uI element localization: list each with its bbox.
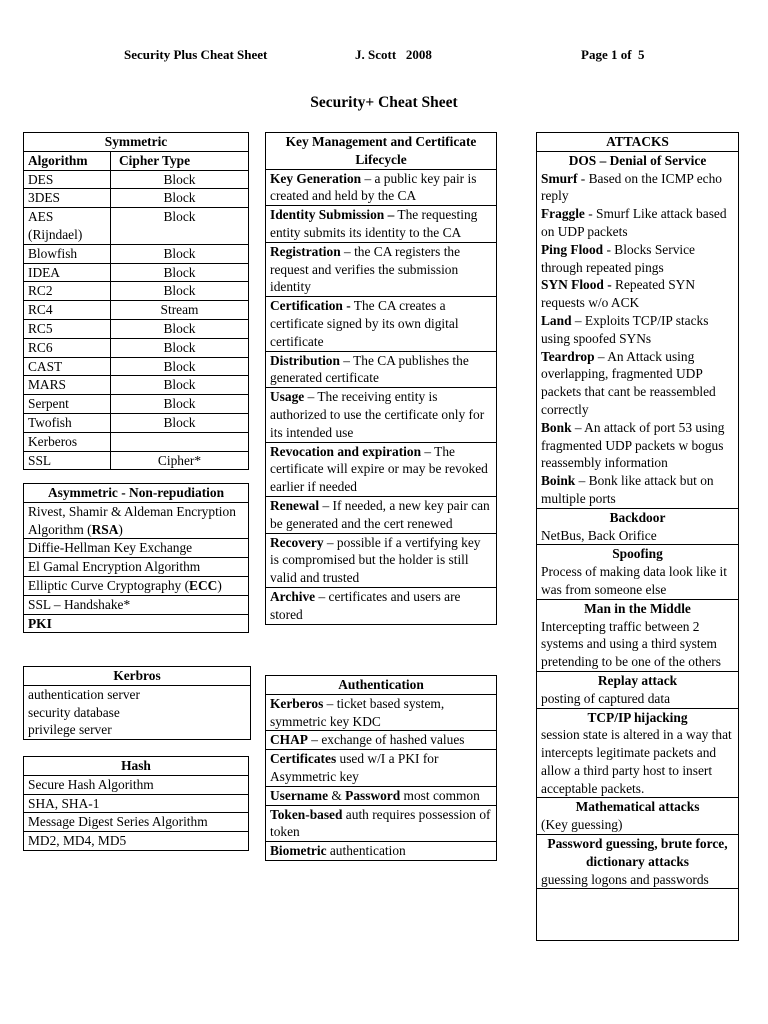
algorithm-cell: DES [24, 170, 111, 189]
cipher-type-cell: Block [111, 282, 249, 301]
term: Distribution [270, 352, 340, 368]
table-row [24, 775, 249, 794]
list-item [266, 496, 497, 533]
item-text: SSL – Handshake* [28, 596, 131, 612]
definition: – If needed, a new key pair can be generated and the cert renewed [270, 497, 490, 531]
section-heading: Backdoor [609, 509, 666, 525]
term: Recovery [270, 534, 324, 550]
table-row [24, 451, 249, 470]
table-title: ATTACKS [537, 133, 739, 152]
definition: Repeated SYN requests w/o ACK [541, 277, 695, 311]
item-text: ) [118, 521, 123, 537]
table-row [266, 694, 497, 731]
definition: – Bonk like attack but on multiple ports [541, 473, 714, 506]
term: SYN Flood - [541, 277, 612, 293]
definition: - Smurf Like attack based on UDP packets [541, 206, 727, 239]
definition: - Based on the ICMP echo reply [541, 170, 722, 204]
attack-section [537, 599, 739, 671]
term: Key Generation [270, 170, 362, 186]
list-item [266, 842, 497, 861]
section-heading: Replay attack [597, 672, 678, 688]
term: Kerberos [270, 695, 324, 711]
list-item [24, 614, 249, 633]
table-row [266, 388, 497, 442]
list-item [24, 502, 249, 539]
section-heading: TCP/IP hijacking [587, 709, 688, 725]
section-heading: Password guessing, brute force, dictionary attacks [547, 836, 728, 869]
cipher-type-cell: Block [111, 413, 249, 432]
item-text: El Gamal Encryption Algorithm [28, 559, 201, 575]
item-text: Rivest, Shamir & Aldeman Encryption Algorithm ( [28, 503, 236, 537]
table-row [24, 576, 249, 595]
item-bold: ECC [189, 577, 218, 593]
definition: The CA creates a certificate signed by its own digital certificate [270, 298, 459, 349]
attack-section [537, 708, 739, 798]
list-item [266, 442, 497, 496]
connector: & [328, 787, 346, 803]
table-row [266, 169, 497, 206]
attack-item [541, 312, 734, 348]
list-item: security database [28, 704, 120, 720]
list-item [266, 388, 497, 442]
cipher-type-cell: Cipher* [111, 451, 249, 470]
list-item [266, 750, 497, 787]
table-row [24, 282, 249, 301]
term: Teardrop [541, 348, 595, 364]
term: CHAP [270, 732, 308, 748]
term: Usage [270, 389, 305, 405]
cipher-type-cell: Block [111, 208, 249, 245]
algorithm-cell: RC5 [24, 319, 111, 338]
list-item [266, 587, 497, 624]
section-text: NetBus, Back Orifice [541, 527, 657, 543]
table-row [266, 731, 497, 750]
section-heading: Mathematical attacks [575, 799, 700, 815]
header-author: J. Scott 2008 [355, 47, 432, 62]
table-row [24, 338, 249, 357]
algorithm-cell: MARS [24, 376, 111, 395]
attack-item [541, 472, 734, 508]
term: Fraggle [541, 206, 585, 222]
attack-section [537, 798, 739, 835]
list-item [24, 539, 249, 558]
empty-row [537, 889, 739, 941]
table-row [24, 301, 249, 320]
cipher-type-cell: Block [111, 319, 249, 338]
cipher-type-cell [111, 432, 249, 451]
list-item [266, 242, 497, 296]
table-row [24, 502, 249, 539]
term: Smurf [541, 170, 578, 186]
section-text: session state is altered in a way that intercepts legitimate packets and allow a third party host to insert acceptable packets. [541, 727, 732, 796]
term: Renewal [270, 497, 320, 513]
header-doc-name: Security Plus Cheat Sheet [124, 47, 268, 62]
table-row [24, 395, 249, 414]
attacks-table [536, 132, 739, 941]
list-item [24, 558, 249, 577]
list-item [266, 533, 497, 587]
attack-item [541, 348, 734, 419]
algorithm-cell: SSL [24, 451, 111, 470]
table-row [266, 533, 497, 587]
algorithm-cell: Twofish [24, 413, 111, 432]
page-title: Security+ Cheat Sheet [310, 94, 458, 111]
term: Token-based [270, 806, 343, 822]
list-item [266, 731, 497, 750]
algorithm-cell: RC6 [24, 338, 111, 357]
list-item [266, 694, 497, 731]
table-title: Authentication [266, 676, 497, 695]
table-row [24, 413, 249, 432]
attack-item [541, 241, 734, 277]
symmetric-table [23, 132, 249, 470]
definition: – The certificate will expire or may be revoked earlier if needed [270, 443, 488, 495]
kerbros-table [23, 666, 251, 740]
list-item [266, 169, 497, 206]
table-row [24, 244, 249, 263]
term: Certification - [270, 298, 351, 314]
definition: – exchange of hashed values [307, 732, 465, 748]
cipher-type-cell: Block [111, 376, 249, 395]
list-item [266, 351, 497, 388]
section-text: Process of making data look like it was from someone else [541, 564, 727, 597]
column-header: Algorithm [24, 151, 111, 170]
table-row [266, 750, 497, 787]
list-item [24, 576, 249, 595]
cipher-type-cell: Block [111, 263, 249, 282]
definition: – The receiving entity is authorized to use the certificate only for its intended use [270, 389, 485, 440]
table-title: Key Management and Certificate Lifecycle [266, 133, 497, 170]
definition: – An Attack using overlapping, fragmented UDP packets that cant be reassembled correctly [541, 348, 716, 417]
table-row [266, 351, 497, 388]
algorithm-cell: Kerberos [24, 432, 111, 451]
table-row [266, 587, 497, 624]
cipher-type-cell: Block [111, 338, 249, 357]
column-header: Cipher Type [111, 151, 249, 170]
term: Boink [541, 473, 576, 489]
table-row [266, 805, 497, 842]
term: Username [270, 787, 329, 803]
definition: – The CA publishes the generated certificate [270, 352, 469, 386]
section-text: posting of captured data [541, 690, 671, 706]
table-row [24, 376, 249, 395]
header-page-number: Page 1 of 5 [581, 47, 645, 62]
table-row [24, 539, 249, 558]
algorithm-cell: CAST [24, 357, 111, 376]
hash-table [23, 756, 249, 851]
algorithm-cell: RC4 [24, 301, 111, 320]
term: Identity Submission – [270, 207, 395, 223]
list-item: authentication server [28, 686, 140, 702]
attack-section-cell [537, 798, 739, 835]
attack-section-cell [537, 508, 739, 545]
algorithm-cell: AES (Rijndael) [24, 208, 111, 245]
list-item [266, 786, 497, 805]
algorithm-cell: Serpent [24, 395, 111, 414]
attack-section-cell [537, 835, 739, 889]
attack-section-cell [537, 671, 739, 708]
definition: auth requires possession of token [270, 806, 491, 840]
attack-section [537, 151, 739, 508]
section-text: (Key guessing) [541, 817, 623, 833]
definition: – Exploits TCP/IP stacks using spoofed SYNs [541, 312, 709, 346]
table-row [266, 842, 497, 861]
algorithm-cell: RC2 [24, 282, 111, 301]
list-item: Message Digest Series Algorithm [24, 813, 249, 832]
attack-section [537, 671, 739, 708]
section-text: Intercepting traffic between 2 systems and using a third system pretending to be one of the others [541, 618, 721, 670]
table-row [24, 357, 249, 376]
term: Password [345, 787, 401, 803]
list-item: MD2, MD4, MD5 [24, 832, 249, 851]
cipher-type-cell: Block [111, 357, 249, 376]
attack-item [541, 276, 734, 312]
definition: – ticket based system, symmetric key KDC [270, 695, 445, 729]
attack-section-cell [537, 151, 739, 508]
attack-section-cell [537, 708, 739, 798]
item-bold: PKI [28, 615, 52, 631]
table-row [266, 206, 497, 243]
table-row [24, 432, 249, 451]
attack-item [541, 170, 734, 206]
term: Revocation and expiration [270, 443, 422, 459]
authentication-table [265, 675, 497, 861]
key-management-table [265, 132, 497, 625]
algorithm-cell: Blowfish [24, 244, 111, 263]
algorithm-cell: 3DES [24, 189, 111, 208]
cipher-type-cell: Block [111, 244, 249, 263]
table-row [266, 297, 497, 351]
cipher-type-cell: Block [111, 395, 249, 414]
section-text: guessing logons and passwords [541, 871, 709, 887]
item-text: Elliptic Curve Cryptography ( [28, 577, 190, 593]
asymmetric-table [23, 483, 249, 633]
definition: most common [400, 787, 480, 803]
item-text: ) [217, 577, 222, 593]
attack-section [537, 835, 739, 889]
term: Ping Flood [541, 241, 604, 257]
table-row [24, 794, 249, 813]
definition: authentication [326, 843, 406, 859]
attack-section-cell [537, 545, 739, 599]
list-item: Secure Hash Algorithm [24, 775, 249, 794]
cipher-type-cell: Block [111, 189, 249, 208]
attack-item [541, 205, 734, 241]
attack-section [537, 545, 739, 599]
attack-section [537, 508, 739, 545]
term: Registration [270, 243, 341, 259]
item-text: Diffie-Hellman Key Exchange [28, 540, 193, 556]
definition: – a public key pair is created and held by the CA [270, 170, 477, 204]
table-row [24, 319, 249, 338]
table-row [266, 442, 497, 496]
table-row [266, 786, 497, 805]
table-title: Kerbros [24, 667, 251, 686]
definition: - Blocks Service through repeated pings [541, 241, 695, 275]
table-title: Asymmetric - Non-repudiation [24, 484, 249, 503]
term: Biometric [270, 843, 327, 859]
table-row [24, 832, 249, 851]
table-row [24, 813, 249, 832]
table-row [24, 189, 249, 208]
section-heading: DOS – Denial of Service [568, 152, 707, 168]
algorithm-cell: IDEA [24, 263, 111, 282]
definition: – the CA registers the request and verifies the submission identity [270, 243, 461, 295]
cipher-type-cell: Block [111, 170, 249, 189]
term: Bonk [541, 419, 572, 435]
table-row [24, 170, 249, 189]
cipher-type-cell: Stream [111, 301, 249, 320]
table-row [24, 263, 249, 282]
table-row [24, 208, 249, 245]
list-item [266, 206, 497, 243]
attack-section-cell [537, 599, 739, 671]
table-row [266, 496, 497, 533]
table-row [266, 242, 497, 296]
definition: – certificates and users are stored [270, 588, 461, 622]
table-row [24, 558, 249, 577]
list-item [24, 595, 249, 614]
kerbros-lines [24, 685, 251, 739]
attack-item [541, 419, 734, 472]
table-title: Symmetric [24, 133, 249, 152]
section-heading: Spoofing [612, 546, 663, 562]
definition: – An attack of port 53 using fragmented UDP packets w bogus reassembly information [541, 419, 725, 471]
list-item [266, 805, 497, 842]
term: Land [541, 312, 572, 328]
term: Certificates [270, 751, 337, 767]
table-row [24, 595, 249, 614]
list-item [266, 297, 497, 351]
definition: The requesting entity submits its identity to the CA [270, 207, 478, 240]
table-title: Hash [24, 757, 249, 776]
list-item: SHA, SHA-1 [24, 794, 249, 813]
term: Archive [270, 588, 316, 604]
definition: used w/I a PKI for Asymmetric key [270, 751, 439, 784]
definition: – possible if a vertifying key is compromised but the holder is still valid and trusted [270, 534, 481, 586]
item-bold: RSA [91, 521, 119, 537]
table-row [24, 614, 249, 633]
list-item: privilege server [28, 722, 112, 738]
section-heading: Man in the Middle [584, 600, 691, 616]
